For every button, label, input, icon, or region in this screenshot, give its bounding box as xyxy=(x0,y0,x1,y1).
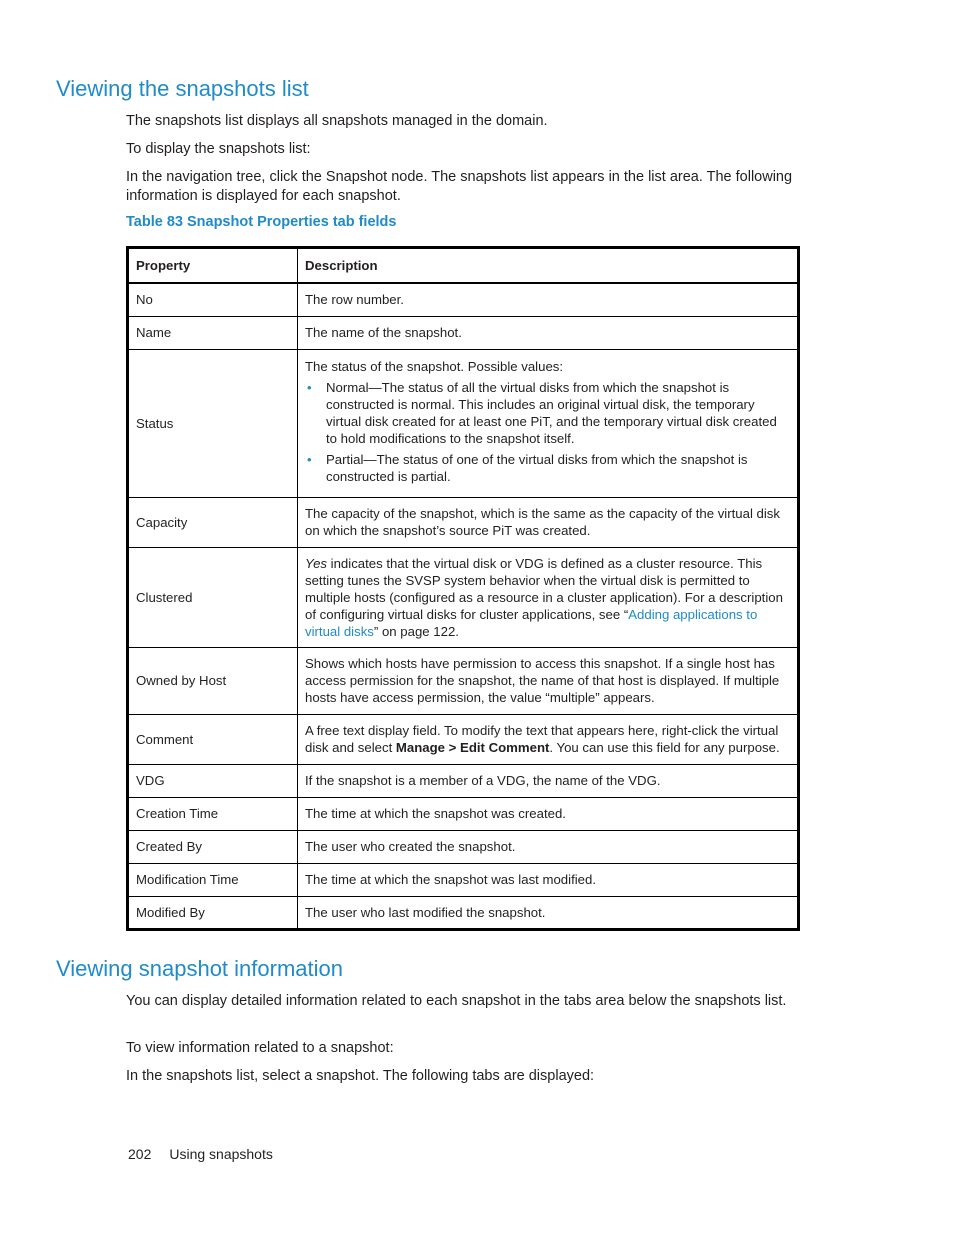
table-row xyxy=(128,714,799,764)
paragraph-intro: The snapshots list displays all snapshots managed in the domain. xyxy=(126,113,548,129)
property-cell: Created By xyxy=(128,830,298,863)
description-cell: If the snapshot is a member of a VDG, the name of the VDG. xyxy=(298,764,799,797)
section-title-snapshot-information: Viewing snapshot information xyxy=(56,956,343,981)
paragraph-tabs-area: You can display detailed information related to each snapshot in the tabs area below the snapshots list. xyxy=(126,993,787,1009)
status-partial-text: Partial—The status of one of the virtual disks from which the snapshot is constructed is partial. xyxy=(326,451,748,484)
table-row xyxy=(128,647,799,714)
table-row xyxy=(128,797,799,830)
list-item xyxy=(305,451,790,485)
table-row xyxy=(128,497,799,547)
comment-text: A free text display field. To modify the text that appears here, right-click the virtual disk and select xyxy=(305,723,779,755)
comment-menu-path: Manage > Edit Comment xyxy=(395,740,550,755)
table-row xyxy=(128,863,799,896)
page-number: 202 xyxy=(128,1146,152,1162)
property-cell: Clustered xyxy=(128,547,298,647)
property-cell: Modified By xyxy=(128,896,298,929)
property-cell: Modification Time xyxy=(128,863,298,896)
header-description: Description xyxy=(298,248,799,284)
bullet-icon: • xyxy=(307,379,312,395)
header-property: Property xyxy=(128,248,298,284)
clustered-text: indicates that the virtual disk or VDG is defined as a cluster resource. This setting tunes the SVSP system behavior when the virtual disk is permitted to multiple hosts (configured as a resource in a cluster application). For a description of configuring virtual disks for cluster applications, see “ xyxy=(305,555,783,622)
table-row xyxy=(128,349,799,497)
table-row xyxy=(128,764,799,797)
property-cell: Creation Time xyxy=(128,797,298,830)
snapshot-properties-table xyxy=(126,246,800,931)
description-cell: The user who last modified the snapshot. xyxy=(298,896,799,929)
description-cell xyxy=(298,547,799,647)
description-cell: Shows which hosts have permission to access this snapshot. If a single host has access permission for the snapshot, the name of that host is displayed. If multiple hosts have access permission, the value “multiple” appears. xyxy=(298,647,799,714)
table-header-row xyxy=(128,248,799,284)
paragraph-select-snapshot: In the snapshots list, select a snapshot. The following tabs are displayed: xyxy=(126,1068,595,1084)
list-item xyxy=(305,379,790,447)
status-intro: The status of the snapshot. Possible values: xyxy=(305,358,564,374)
property-cell: Name xyxy=(128,316,298,349)
description-cell: The user who created the snapshot. xyxy=(298,830,799,863)
description-cell: The time at which the snapshot was last modified. xyxy=(298,863,799,896)
table-row xyxy=(128,547,799,647)
clustered-after: ” on page 122. xyxy=(373,623,459,639)
paragraph-navigation: In the navigation tree, click the Snapshot node. The snapshots list appears in the list area. The following information is displayed for each snapshot. xyxy=(126,169,793,204)
property-cell: Comment xyxy=(128,714,298,764)
description-cell xyxy=(298,349,799,497)
bullet-icon: • xyxy=(307,451,312,467)
clustered-yes: Yes xyxy=(305,555,327,571)
table-row xyxy=(128,830,799,863)
section-title-snapshots-list: Viewing the snapshots list xyxy=(56,76,309,101)
table-caption: Table 83 Snapshot Properties tab fields xyxy=(126,214,397,230)
description-cell: The row number. xyxy=(298,283,799,316)
description-cell xyxy=(298,714,799,764)
property-cell: Owned by Host xyxy=(128,647,298,714)
status-values-list xyxy=(305,379,790,485)
status-normal-text: Normal—The status of all the virtual disks from which the snapshot is constructed is normal. This includes an original virtual disk, the temporary virtual disk created for at least one PiT, and the temporary virtual disk created to hold modifications to the snapshot itself. xyxy=(326,379,777,446)
property-cell: No xyxy=(128,283,298,316)
description-cell: The capacity of the snapshot, which is the same as the capacity of the virtual disk on which the snapshot’s source PiT was created. xyxy=(298,497,799,547)
comment-after: . You can use this field for any purpose. xyxy=(549,740,780,755)
description-cell: The time at which the snapshot was created. xyxy=(298,797,799,830)
property-cell: Status xyxy=(128,349,298,497)
table-row xyxy=(128,283,799,316)
table-row xyxy=(128,896,799,929)
description-cell: The name of the snapshot. xyxy=(298,316,799,349)
paragraph-to-display: To display the snapshots list: xyxy=(126,141,311,157)
footer-section-title: Using snapshots xyxy=(169,1146,273,1162)
page-footer xyxy=(128,1146,291,1162)
adding-applications-link[interactable]: Adding applications to virtual disks xyxy=(305,606,758,639)
table-row xyxy=(128,316,799,349)
paragraph-to-view: To view information related to a snapshot: xyxy=(126,1040,394,1056)
property-cell: VDG xyxy=(128,764,298,797)
property-cell: Capacity xyxy=(128,497,298,547)
